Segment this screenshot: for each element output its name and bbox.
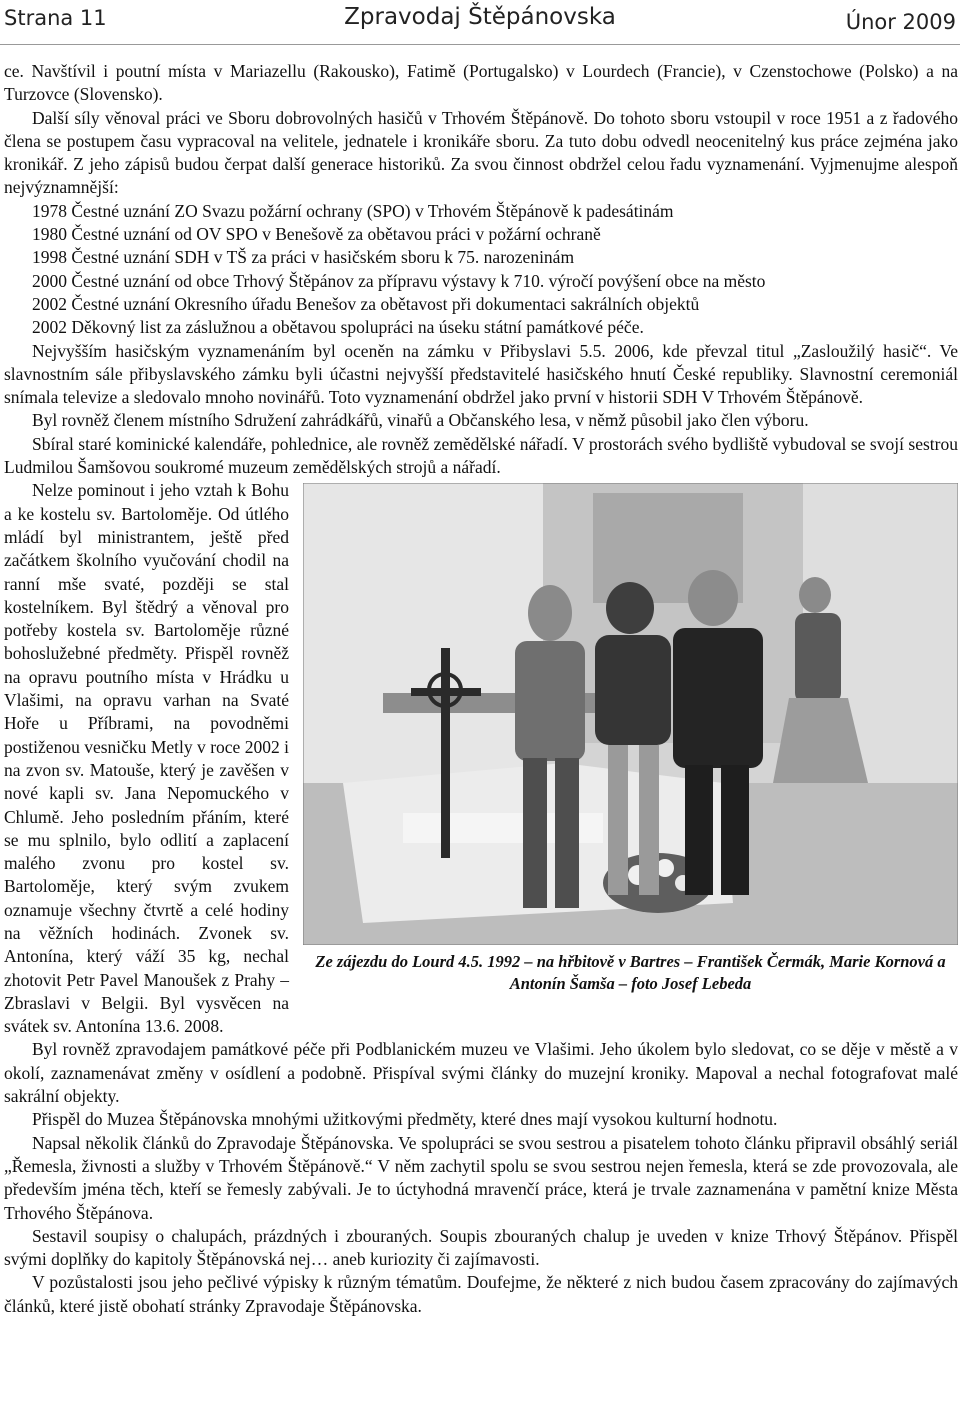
- photo-figure: [303, 483, 958, 1005]
- header-divider: [0, 44, 960, 45]
- award-item: 2002 Děkovný list za záslužnou a obětavou spolupráci na úseku státní památkové péče.: [32, 317, 644, 338]
- paragraph-firemen: Další síly věnoval práci ve Sboru dobrovolných hasičů v Trhovém Štěpánově. Do tohoto sboru vstoupil v roce 1951 a z řadového člena se postupem času vypracoval na velitele, jednatele i kronikáře sboru. Za tuto dobu odvedl neocenitelný kus práce zejména jako kronikář. Z jeho zápisů budou čerpat další generace historiků. Za svou činnost obdržel celou řadu vyznamenání. Vyjmenujme alespoň nejvýznamnější:: [4, 107, 958, 198]
- paragraph-lists: Sestavil soupisy o chalupách, prázdných i zbouraných. Soupis zbouraných chalup je uveden v knize Trhový Štěpánov. Přispěl svými doplňky do kapitoly Štěpánovská nej… aneb kuriozity či zajímavosti.: [4, 1225, 958, 1270]
- paragraph-legacy: V pozůstalosti jsou jeho pečlivé výpisky k různým tématům. Doufejme, že některé z nich budou časem zpracovány do zajímavých článků, které jistě obohatí stránky Zpravodaje Štěpánovska.: [4, 1272, 958, 1316]
- paragraph-museum: Přispěl do Muzea Štěpánovska mnohými užitkovými předměty, které dnes mají vysokou kulturní hodnotu.: [32, 1109, 778, 1130]
- award-item: 2002 Čestné uznání Okresního úřadu Benešov za obětavost při dokumentaci sakrálních objektů: [32, 293, 700, 314]
- page-number: Strana 11: [4, 6, 107, 30]
- photo-caption: Ze zájezdu do Lourd 4.5. 1992 – na hřbitově v Bartres – František Čermák, Marie Kornová a Antonín Šamša – foto Josef Lebeda: [315, 952, 946, 994]
- award-item: 2000 Čestné uznání od obce Trhový Štěpánov za přípravu výstavy k 710. výročí povýšení obce na město: [32, 270, 766, 291]
- article-body: [4, 60, 958, 1318]
- paragraph-collections: Sbíral staré kominické kalendáře, pohlednice, ale rovněž zemědělské nářadí. V prostorách svého bydliště vybudoval se svojí sestrou Ludmilou Šamšovou soukromé muzeum zemědělských strojů a nářadí.: [4, 433, 958, 478]
- publication-title: Zpravodaj Štěpánovska: [344, 4, 616, 30]
- photo-illustration: [303, 483, 958, 945]
- issue-date: Únor 2009: [845, 10, 956, 34]
- award-item: 1978 Čestné uznání ZO Svazu požární ochrany (SPO) v Trhovém Štěpánově k padesátinám: [32, 200, 674, 221]
- paragraph-faith: Nelze pominout i jeho vztah k Bohu a ke kostelu sv. Bartoloměje. Od útlého mládí byl ministrantem, ještě před začátkem školního vyučování chodil na ranní mše svaté, později se stal kostelníkem. Byl štědrý a věnoval pro potřeby kostela sv. Bartoloměje různé bohoslužebné předměty. Přispěl rovněž na opravu poutního místa v Hrádku u Vlašimi, na opravu varhan na Svaté Hoře u Příbrami, na povodněmi postiženou vesničku Metly v roce 2002 i na zvon sv. Matouše, který je zavěšen v nové kapli sv. Jana Nepomuckého v Chlumě. Jeho posledním přáním, které se mu splnilo, bylo odlití a zaplacení malého zvonu pro kostel sv. Bartoloměje, který svým zvukem oznamuje všechny čtvrtě a celé hodiny na věžních hodinách. Zvonek sv. Antonína, který váží 35 kg, nechal zhotovit Petr Pavel Manoušek z Prahy – Zbraslavi v Belgii. Byl vysvěcen na svátek sv. Antonína 13.6. 2008.: [4, 480, 289, 1037]
- page-header: [0, 0, 960, 52]
- paragraph-membership: Byl rovněž členem místního Sdružení zahrádkářů, vinařů a Občanského lesa, v němž působil jako člen výboru.: [32, 410, 809, 431]
- paragraph-articles: Napsal několik článků do Zpravodaje Štěpánovska. Ve spolupráci se svou sestrou a pisatelem tohoto článku připravil obsáhlý seriál „Řemesla, živnosti a služby v Trhovém Štěpánově.“ V něm zachytil spolu se svou sestrou nejen řemesla, která se zde provozovala, ale především jména těch, kteří se řemesly zabývali. Je to úctyhodná mravenčí práce, která je trvale zaznamenána v pamětní knize Města Trhového Štěpánova.: [4, 1132, 958, 1223]
- paragraph-monuments: Byl rovněž zpravodajem památkové péče při Podblanickém muzeu ve Vlašimi. Jeho úkolem bylo sledovat, co se děje v městě a v okolí, zaznamenávat změny v osídlení a podobně. Přispíval svými články do muzejní kroniky. Mapoval a nechal fotografovat malé sakrální objekty.: [4, 1039, 958, 1107]
- paragraph-highest-award: Nejvyšším hasičským vyznamenáním byl oceněn na zámku v Přibyslavi 5.5. 2006, kde převzal titul „Zasloužilý hasič“. Ve slavnostním sále přibyslavského zámku byli účastni nejvyšší představitelé hasičského hnutí České republiky. Slavnostní ceremoniál snímala televize a sledovalo mnoho novinářů. Toto vyznamenání obdržel jako první v historii SDH V Trhovém Štěpánově.: [4, 340, 958, 408]
- award-item: 1998 Čestné uznání SDH v TŠ za práci v hasičském sboru k 75. narozeninám: [32, 247, 575, 268]
- group-photo: [303, 483, 958, 945]
- award-item: 1980 Čestné uznání od OV SPO v Benešově za obětavou práci v požární ochraně: [32, 224, 601, 245]
- paragraph-intro: ce. Navštívil i poutní místa v Mariazellu (Rakousko), Fatimě (Portugalsko) v Lourdech (Francie), v Czenstochowe (Polsko) a na Turzovce (Slovensko).: [4, 61, 958, 105]
